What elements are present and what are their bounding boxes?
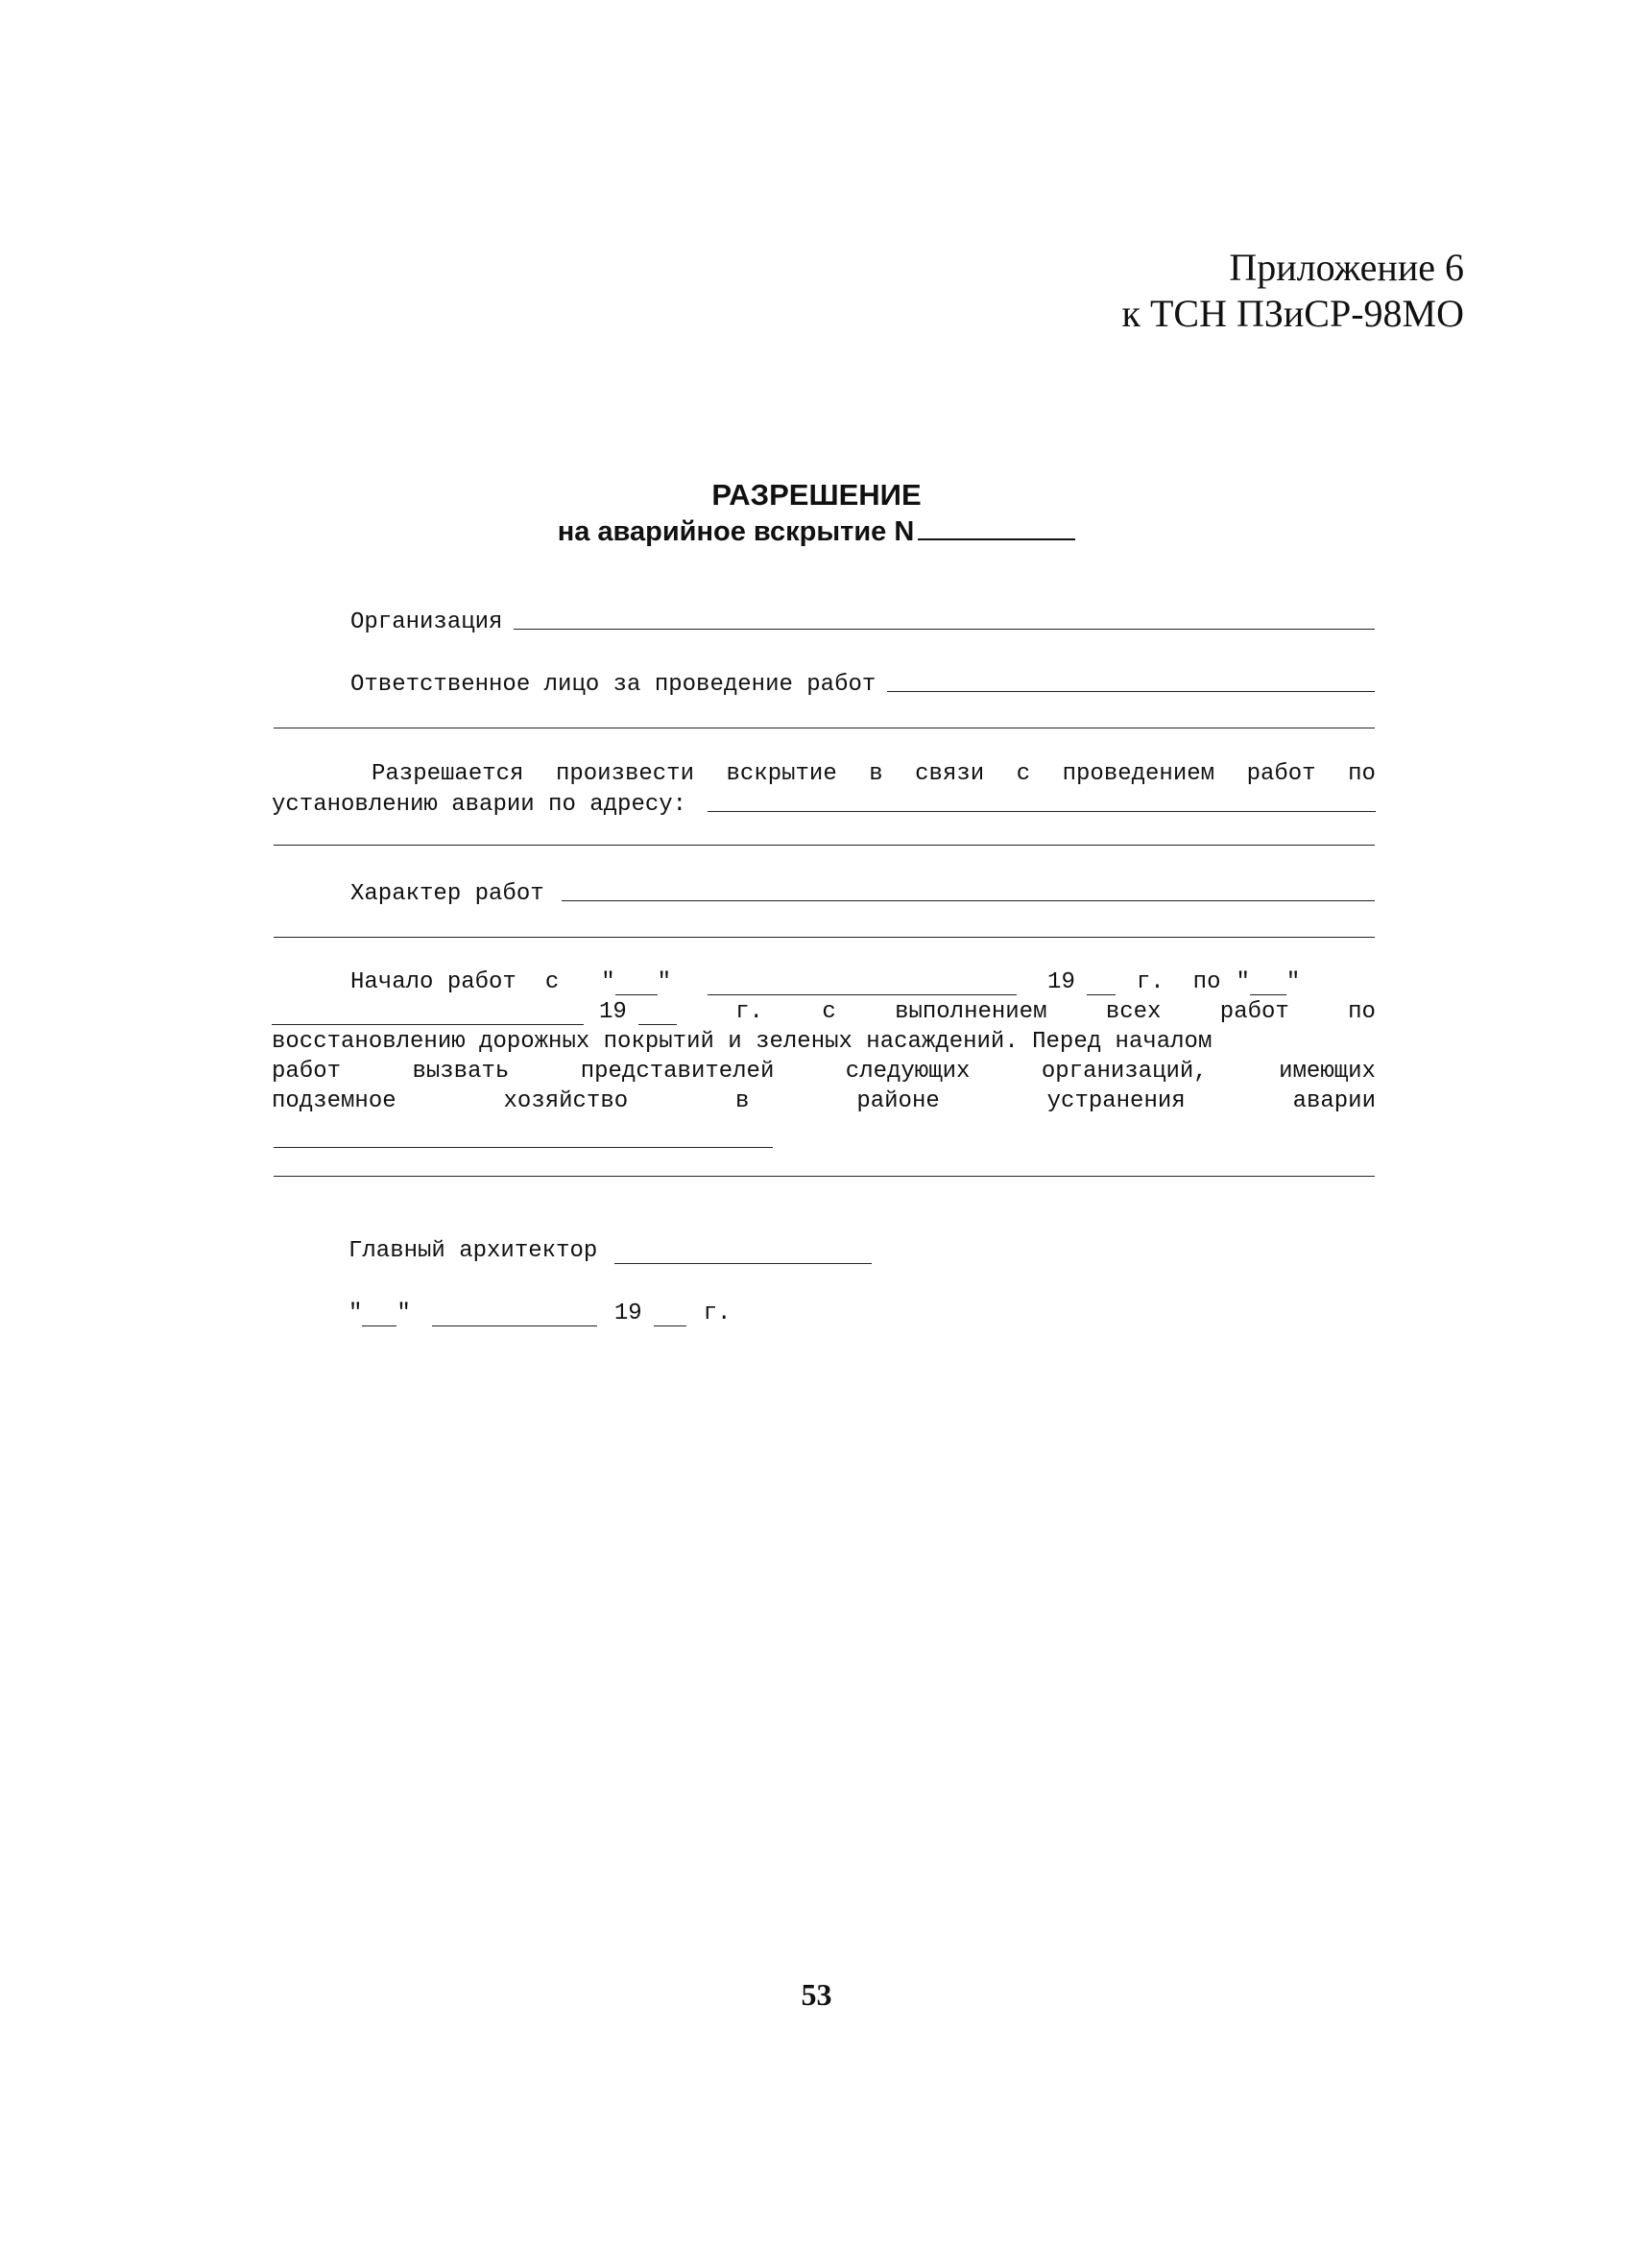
word: работ: [1246, 761, 1316, 787]
quote-open: ": [348, 1301, 363, 1326]
appendix-line-2: к ТСН ПЗиСР-98МО: [1121, 292, 1464, 335]
address-field-continued[interactable]: [274, 845, 1375, 846]
word: аварии: [1292, 1088, 1376, 1114]
word: имеющих: [1279, 1059, 1376, 1085]
quote-open: ": [1236, 969, 1250, 995]
address-row: [272, 792, 1376, 818]
word: всех: [1105, 999, 1162, 1025]
title-main: РАЗРЕШЕНИЕ: [711, 478, 922, 512]
architect-label: Главный архитектор: [348, 1238, 598, 1264]
end-day-field[interactable]: [1250, 975, 1286, 995]
signature-date-row: [348, 1301, 731, 1326]
sign-day-field[interactable]: [362, 1306, 396, 1326]
end-year-field[interactable]: [638, 1005, 677, 1025]
end-month-field[interactable]: [272, 1005, 584, 1025]
word: хозяйство: [503, 1088, 629, 1114]
word: Разрешается: [372, 761, 524, 787]
title-sub-text: на аварийное вскрытие N: [557, 516, 915, 547]
sign-year-prefix: 19: [613, 1301, 642, 1326]
organizations-field[interactable]: [274, 1147, 773, 1148]
start-month-field[interactable]: [708, 975, 1017, 995]
word: устранения: [1046, 1088, 1186, 1114]
work-character-row: [350, 881, 1375, 907]
organizations-field-continued[interactable]: [274, 1176, 1375, 1177]
address-label: установлению аварии по адресу:: [272, 792, 687, 818]
document-title: [0, 477, 1633, 549]
word: г.: [735, 999, 763, 1025]
quote-open: ": [601, 969, 615, 995]
to-label: по: [1192, 969, 1221, 995]
word: подземное: [272, 1088, 396, 1114]
responsible-label: Ответственное лицо за проведение работ: [350, 672, 877, 698]
quote-close: ": [396, 1301, 411, 1326]
page-number: 53: [801, 1977, 832, 2012]
architect-signature-field[interactable]: [614, 1244, 872, 1264]
sign-year-field[interactable]: [654, 1306, 686, 1326]
start-day-field[interactable]: [615, 975, 658, 995]
start-row: [350, 969, 1300, 995]
organization-label: Организация: [350, 609, 503, 635]
organization-field[interactable]: [514, 628, 1375, 630]
word: вскрытие: [726, 761, 837, 787]
text-line-3: [272, 1029, 1212, 1055]
permit-line-1: [372, 761, 1376, 787]
word: с: [822, 999, 836, 1025]
word: представителей: [580, 1059, 775, 1085]
word: по: [1348, 761, 1376, 787]
work-character-field[interactable]: [562, 899, 1375, 901]
word: работ: [272, 1059, 342, 1085]
word: организаций,: [1041, 1059, 1208, 1085]
text-line-4: [272, 1059, 1376, 1085]
restoration-text: восстановлению дорожных покрытий и зеленых насаждений. Перед началом: [272, 1029, 1213, 1055]
sign-year-suffix: г.: [703, 1301, 732, 1326]
architect-row: [348, 1238, 872, 1264]
work-character-field-continued[interactable]: [274, 937, 1375, 938]
quote-close: ": [657, 969, 672, 995]
word: в: [869, 761, 883, 787]
word: районе: [856, 1088, 940, 1114]
start-year-field[interactable]: [1087, 975, 1116, 995]
permit-number-field[interactable]: [918, 513, 1075, 540]
word: связи: [915, 761, 985, 787]
end-year-prefix: 19: [599, 999, 627, 1025]
responsible-row: [350, 672, 1375, 698]
text-line-5: [272, 1088, 1376, 1114]
start-from-label: с: [544, 969, 560, 995]
start-year-suffix: г.: [1136, 969, 1165, 995]
work-character-label: Характер работ: [350, 881, 544, 907]
start-year-prefix: 19: [1047, 969, 1075, 995]
word: проведением: [1062, 761, 1215, 787]
sign-month-field[interactable]: [432, 1306, 597, 1326]
organization-row: [350, 609, 1375, 635]
word: произвести: [555, 761, 694, 787]
title-sub: [0, 513, 1633, 549]
appendix-header: [1122, 245, 1464, 337]
address-field[interactable]: [708, 810, 1376, 812]
end-date-row: [272, 999, 1376, 1025]
quote-close: ": [1285, 969, 1301, 995]
word: следующих: [845, 1059, 971, 1085]
start-label: Начало работ: [350, 969, 516, 995]
word: работ: [1219, 999, 1289, 1025]
word: с: [1016, 761, 1031, 787]
responsible-field[interactable]: [887, 690, 1375, 692]
word: по: [1348, 999, 1376, 1025]
word: в: [735, 1088, 750, 1114]
word: вызвать: [412, 1059, 510, 1085]
word: выполнением: [895, 999, 1047, 1025]
appendix-line-1: Приложение 6: [1229, 246, 1464, 289]
